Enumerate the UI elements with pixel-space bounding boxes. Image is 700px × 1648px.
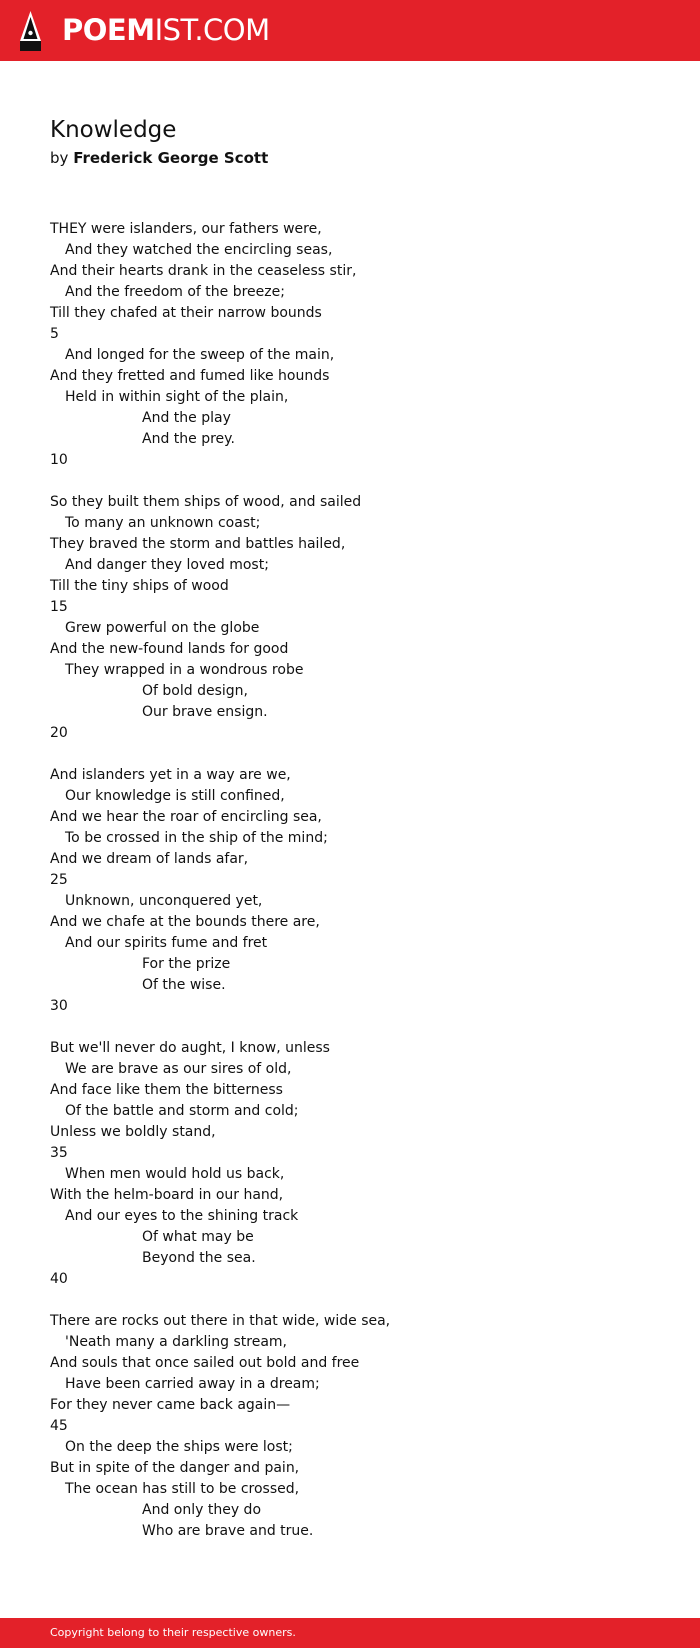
poem-line: For the prize bbox=[142, 956, 231, 972]
poem-line: Have been carried away in a dream; bbox=[65, 1376, 320, 1392]
poem-line: There are rocks out there in that wide, wide sea, bbox=[50, 1313, 391, 1329]
stanza-break bbox=[50, 1290, 650, 1311]
poem-line: Unknown, unconquered yet, bbox=[65, 893, 263, 909]
poem-line: Of bold design, bbox=[142, 683, 248, 699]
poem-line: And they watched the encircling seas, bbox=[65, 242, 333, 258]
poem-line: Beyond the sea. bbox=[142, 1250, 256, 1266]
poem-line: And we chafe at the bounds there are, bbox=[50, 914, 320, 930]
poem-line: Of the wise. bbox=[142, 977, 226, 993]
poem-line: And danger they loved most; bbox=[65, 557, 269, 573]
poem-line: Unless we boldly stand, bbox=[50, 1124, 216, 1140]
poem-line: And we dream of lands afar, bbox=[50, 851, 249, 867]
poem-line: 'Neath many a darkling stream, bbox=[65, 1334, 288, 1350]
poem-title: Knowledge bbox=[50, 117, 177, 143]
poem-line: Of the battle and storm and cold; bbox=[65, 1103, 299, 1119]
poem-line: To be crossed in the ship of the mind; bbox=[65, 830, 328, 846]
line-number: 45 bbox=[50, 1418, 68, 1434]
poem-line: And we hear the roar of encircling sea, bbox=[50, 809, 322, 825]
poem-line: And their hearts drank in the ceaseless stir, bbox=[50, 263, 357, 279]
poem-line: And islanders yet in a way are we, bbox=[50, 767, 291, 783]
poem-body bbox=[50, 219, 650, 1542]
poem-line: They wrapped in a wondrous robe bbox=[65, 662, 304, 678]
poem-line: The ocean has still to be crossed, bbox=[65, 1481, 300, 1497]
poem-line: With the helm-board in our hand, bbox=[50, 1187, 284, 1203]
stanza-break bbox=[50, 471, 650, 492]
poem-line: But we'll never do aught, I know, unless bbox=[50, 1040, 330, 1056]
stanza-break bbox=[50, 744, 650, 765]
poem-line: And the freedom of the breeze; bbox=[65, 284, 285, 300]
poem-line: And souls that once sailed out bold and free bbox=[50, 1355, 360, 1371]
poem-author: Frederick George Scott bbox=[73, 149, 269, 167]
poem-line: They braved the storm and battles hailed, bbox=[50, 536, 346, 552]
poem-line: Till they chafed at their narrow bounds bbox=[50, 305, 322, 321]
poem-line: And they fretted and fumed like hounds bbox=[50, 368, 330, 384]
poem-line: To many an unknown coast; bbox=[65, 515, 261, 531]
poem-line: We are brave as our sires of old, bbox=[65, 1061, 292, 1077]
by-label: by bbox=[50, 149, 69, 167]
line-number: 5 bbox=[50, 326, 59, 342]
poem-line: Who are brave and true. bbox=[142, 1523, 314, 1539]
logo-text-light: IST.COM bbox=[154, 13, 270, 47]
poem-line: And the prey. bbox=[142, 431, 235, 447]
poem-line: Till the tiny ships of wood bbox=[50, 578, 229, 594]
poem-line: When men would hold us back, bbox=[65, 1166, 285, 1182]
site-header bbox=[0, 0, 700, 61]
site-logo[interactable] bbox=[62, 12, 270, 48]
poem-line: And the play bbox=[142, 410, 231, 426]
line-number: 35 bbox=[50, 1145, 68, 1161]
line-number: 40 bbox=[50, 1271, 68, 1287]
poem-line: Our brave ensign. bbox=[142, 704, 268, 720]
poem-line: But in spite of the danger and pain, bbox=[50, 1460, 300, 1476]
poem-line: And the new-found lands for good bbox=[50, 641, 289, 657]
poem-line: On the deep the ships were lost; bbox=[65, 1439, 293, 1455]
logo-text-bold: POEM bbox=[62, 13, 155, 47]
poem-line: THEY were islanders, our fathers were, bbox=[50, 221, 322, 237]
poem-line: Held in within sight of the plain, bbox=[65, 389, 289, 405]
site-footer bbox=[0, 1618, 700, 1648]
line-number: 10 bbox=[50, 452, 68, 468]
poem-line: And only they do bbox=[142, 1502, 262, 1518]
poem-line: Of what may be bbox=[142, 1229, 254, 1245]
poem-line: And face like them the bitterness bbox=[50, 1082, 283, 1098]
poem-byline bbox=[50, 147, 268, 169]
line-number: 15 bbox=[50, 599, 68, 615]
line-number: 25 bbox=[50, 872, 68, 888]
poem-line: And our spirits fume and fret bbox=[65, 935, 268, 951]
poem-line: And longed for the sweep of the main, bbox=[65, 347, 335, 363]
footer-copyright: Copyright belong to their respective owners. bbox=[50, 1626, 296, 1639]
line-number: 20 bbox=[50, 725, 68, 741]
poem-line: Our knowledge is still confined, bbox=[65, 788, 285, 804]
poem-line: And our eyes to the shining track bbox=[65, 1208, 299, 1224]
poem-line: Grew powerful on the globe bbox=[65, 620, 260, 636]
poem-line: For they never came back again— bbox=[50, 1397, 291, 1413]
stanza-break bbox=[50, 1017, 650, 1038]
line-number: 30 bbox=[50, 998, 68, 1014]
poem-line: So they built them ships of wood, and sailed bbox=[50, 494, 362, 510]
pen-nib-icon[interactable] bbox=[18, 10, 43, 52]
